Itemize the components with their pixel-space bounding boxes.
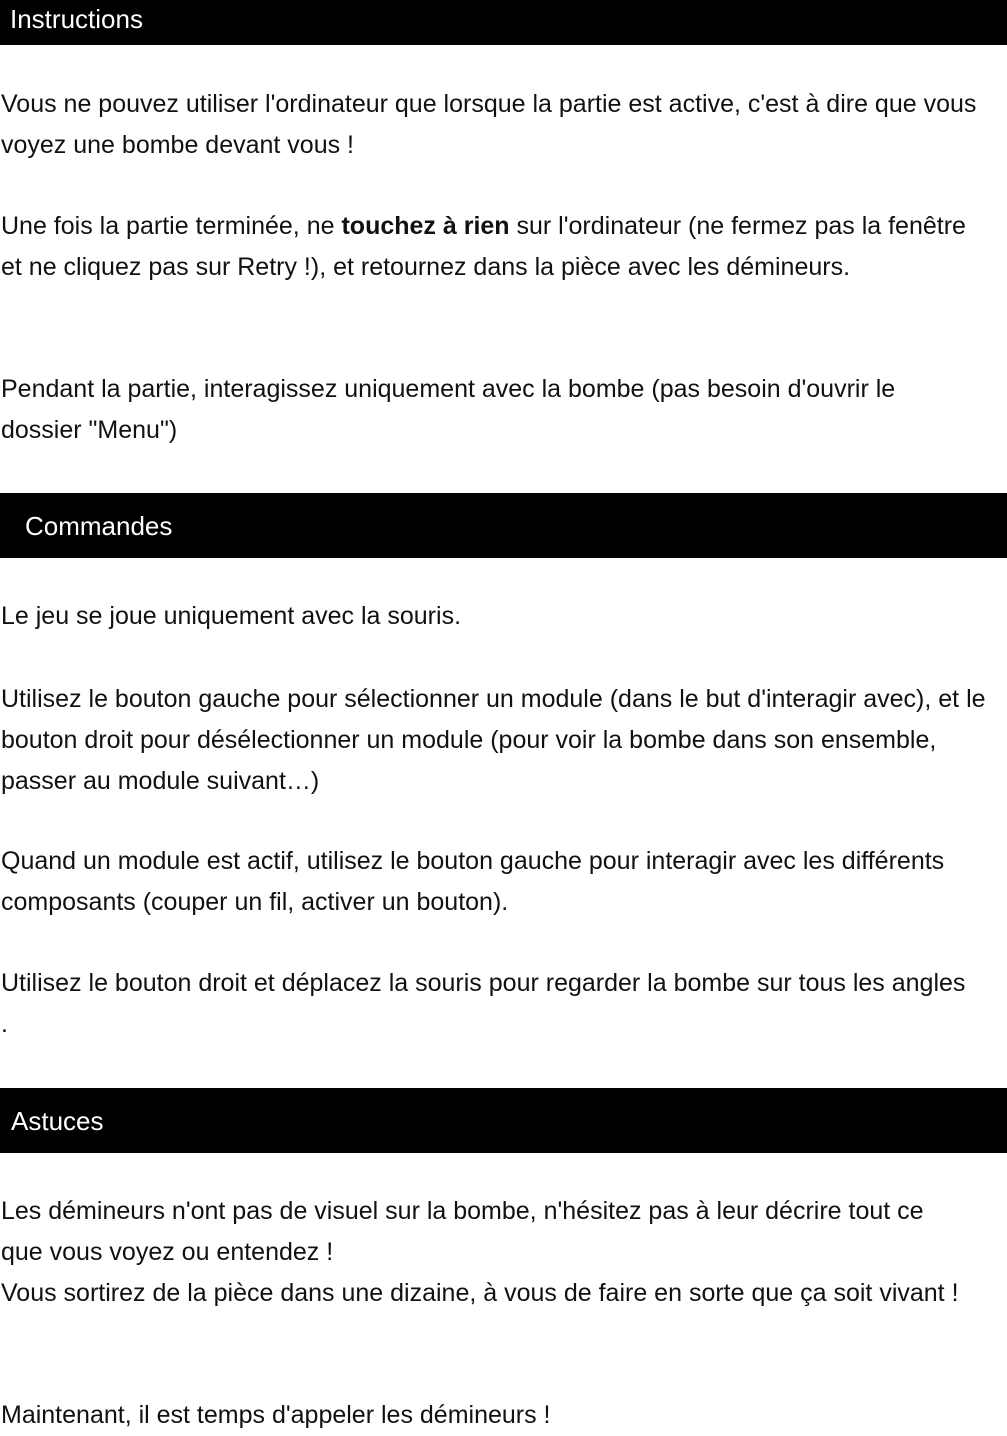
instructions-paragraph-2-emphasis: touchez à rien [341, 212, 510, 240]
commandes-paragraph-1: Le jeu se joue uniquement avec la souris. [1, 602, 462, 630]
section-header-instructions [0, 0, 1007, 45]
astuces-paragraph-1: Les démineurs n'ont pas de visuel sur la bombe, n'hésitez pas à leur décrire tout ce que vous voyez ou entendez ! [1, 1197, 924, 1266]
instructions-paragraph-2-start: Une fois la partie terminée, ne [1, 212, 342, 240]
astuces-paragraph-2: Maintenant, il est temps d'appeler les démineurs ! [1, 1401, 551, 1429]
instructions-paragraph-2-end: sur l'ordinateur (ne fermez pas la fenêtre et ne cliquez pas sur Retry !), et retournez dans la pièce avec les démineurs. [1, 212, 966, 281]
section-title-commandes: Commandes [25, 510, 173, 541]
instructions-paragraph-2 [1, 206, 991, 288]
commandes-paragraph-3: Quand un module est actif, utilisez le bouton gauche pour interagir avec les différents composants (couper un fil, activer un bouton). [1, 847, 945, 916]
commandes-paragraph-2: Utilisez le bouton gauche pour sélectionner un module (dans le but d'interagir avec), et le bouton droit pour désélectionner un module (pour voir la bombe dans son ensemble, passer au module suivant…) [1, 685, 986, 795]
instructions-paragraph-1: Vous ne pouvez utiliser l'ordinateur que lorsque la partie est active, c'est à dire que vous voyez une bombe devant vous ! [1, 90, 977, 159]
commandes-paragraph-4: Utilisez le bouton droit et déplacez la souris pour regarder la bombe sur tous les angles . [1, 969, 966, 1038]
section-title-astuces: Astuces [11, 1105, 104, 1136]
section-header-commandes [0, 493, 1007, 558]
astuces-paragraph-1-continued: Vous sortirez de la pièce dans une dizaine, à vous de faire en sorte que ça soit vivant ! [1, 1279, 959, 1307]
instructions-paragraph-3: Pendant la partie, interagissez uniquement avec la bombe (pas besoin d'ouvrir le dossier "Menu") [1, 375, 896, 444]
section-header-astuces [0, 1088, 1007, 1153]
section-title-instructions: Instructions [10, 3, 143, 34]
